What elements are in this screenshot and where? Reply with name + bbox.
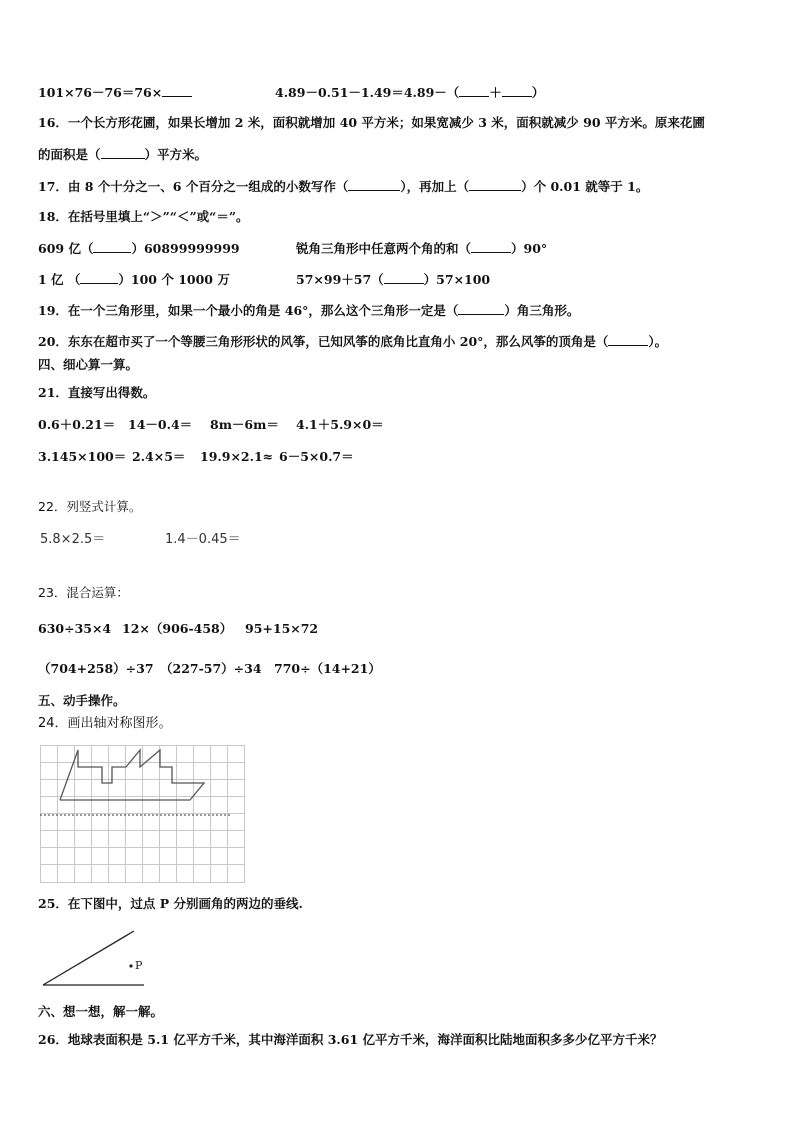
- q19-text-b: ）角三角形。: [504, 303, 580, 318]
- q21-r1-c1: 0.6＋0.21＝: [38, 417, 116, 432]
- q21-r1-c2: 14－0.4＝: [128, 417, 193, 432]
- q19-blank[interactable]: [458, 302, 504, 315]
- q16-line-1: 16．一个长方形花圃，如果长增加 2 米，面积就增加 40 平方米；如果宽减少 3 米，面积就减少 90 平方米。原来花圃: [38, 115, 705, 130]
- q19-line: [38, 302, 579, 319]
- q22-item-2: 1.4－0.45＝: [165, 532, 241, 547]
- q18-blank-1[interactable]: [93, 240, 131, 253]
- section-5-heading: 五、动手操作。: [38, 693, 126, 708]
- q26-line: 26．地球表面积是 5.1 亿平方千米，其中海洋面积 3.61 亿平方千米，海洋面积比陆地面积多多少亿平方千米？: [38, 1032, 663, 1047]
- q20-text-b: ）。: [648, 334, 668, 349]
- q25-title: 25．在下图中，过点 P 分别画角的两边的垂线.: [38, 896, 303, 911]
- q18-row2-right: [296, 271, 490, 288]
- q22-title: 22．列竖式计算。: [38, 499, 142, 514]
- q18-r1l-a: 609 亿（: [38, 241, 94, 256]
- q15-blank-3[interactable]: [502, 84, 532, 97]
- q18-r1r-b: ）90°: [511, 241, 548, 256]
- q18-r2l-b: ）100 个 1000 万: [118, 272, 230, 287]
- q25-point-label: P: [135, 959, 143, 972]
- q16-text-b: ）平方米。: [144, 147, 208, 162]
- q18-blank-3[interactable]: [80, 271, 118, 284]
- q15-right: [275, 84, 544, 101]
- q25-angle-ray-upper: [43, 931, 134, 985]
- q16-text-a: 的面积是（: [38, 147, 101, 162]
- q21-r2-c1: 3.145×100＝: [38, 449, 127, 464]
- q15-line: [38, 84, 192, 101]
- q21-r2-c3: 19.9×2.1≈: [200, 449, 274, 464]
- q24-grid-figure: [40, 745, 245, 883]
- q23-r2-c3: 770÷（14+21）: [274, 661, 381, 676]
- q24-title: 24．画出轴对称图形。: [38, 716, 172, 731]
- q21-title: 21．直接写出得数。: [38, 385, 156, 400]
- q18-row1-right: [296, 240, 547, 257]
- q25-angle-figure: [38, 928, 148, 990]
- q23-title: 23．混合运算：: [38, 585, 129, 600]
- q23-r1-c1: 630÷35×4: [38, 621, 112, 636]
- q15-left-text: 101×76－76＝76×: [38, 85, 163, 100]
- q15-close: ）: [531, 85, 545, 100]
- q23-r2-c2: （227-57）÷34: [160, 661, 262, 676]
- q15-plus: ＋: [489, 85, 502, 100]
- q18-r2l-a: 1 亿 （: [38, 272, 81, 287]
- q18-title: 18．在括号里填上“＞”“＜”或“＝”。: [38, 209, 249, 224]
- q20-line: [38, 333, 667, 350]
- q17-text-a: 17．由 8 个十分之一、6 个百分之一组成的小数写作（: [38, 179, 349, 194]
- q24-shape-outline: [60, 750, 204, 800]
- q20-text-a: 20．东东在超市买了一个等腰三角形形状的风筝，已知风筝的底角比直角小 20°，那么风筝的顶角是（: [38, 334, 609, 349]
- section-4-heading: 四、细心算一算。: [38, 357, 139, 372]
- q18-row2-left: [38, 271, 230, 288]
- q17-text-b: ），再加上（: [400, 179, 470, 194]
- q21-r2-c2: 2.4×5＝: [132, 449, 186, 464]
- q21-r2-c4: 6－5×0.7＝: [279, 449, 354, 464]
- q18-r1r-a: 锐角三角形中任意两个角的和（: [296, 241, 472, 256]
- q18-row1-left: [38, 240, 240, 257]
- q16-line-2: [38, 146, 207, 163]
- q15-right-text: 4.89－0.51－1.49＝4.89－（: [275, 85, 460, 100]
- q15-blank-2[interactable]: [459, 84, 489, 97]
- q20-blank[interactable]: [608, 333, 648, 346]
- q25-point-p: [129, 964, 132, 967]
- q23-r1-c3: 95+15×72: [245, 621, 319, 636]
- q15-blank-1[interactable]: [162, 84, 192, 97]
- q21-r1-c4: 4.1＋5.9×0＝: [296, 417, 384, 432]
- q17-blank-2[interactable]: [469, 178, 521, 191]
- q17-blank-1[interactable]: [348, 178, 400, 191]
- q23-r1-c2: 12×（906-458）: [122, 621, 233, 636]
- q16-blank[interactable]: [101, 146, 145, 159]
- q19-text-a: 19．在一个三角形里，如果一个最小的角是 46°，那么这个三角形一定是（: [38, 303, 459, 318]
- q23-r2-c1: （704+258）÷37: [38, 661, 154, 676]
- section-6-heading: 六、想一想，解一解。: [38, 1004, 164, 1019]
- q18-r2r-b: ）57×100: [423, 272, 491, 287]
- q21-r1-c3: 8m－6m＝: [210, 417, 279, 432]
- q18-r2r-a: 57×99＋57（: [296, 272, 384, 287]
- q17-text-c: ）个 0.01 就等于 1。: [521, 179, 649, 194]
- q18-r1l-b: ）60899999999: [131, 241, 240, 256]
- q22-item-1: 5.8×2.5＝: [40, 532, 106, 547]
- q17-line: [38, 178, 648, 195]
- q18-blank-2[interactable]: [471, 240, 511, 253]
- q18-blank-4[interactable]: [384, 271, 424, 284]
